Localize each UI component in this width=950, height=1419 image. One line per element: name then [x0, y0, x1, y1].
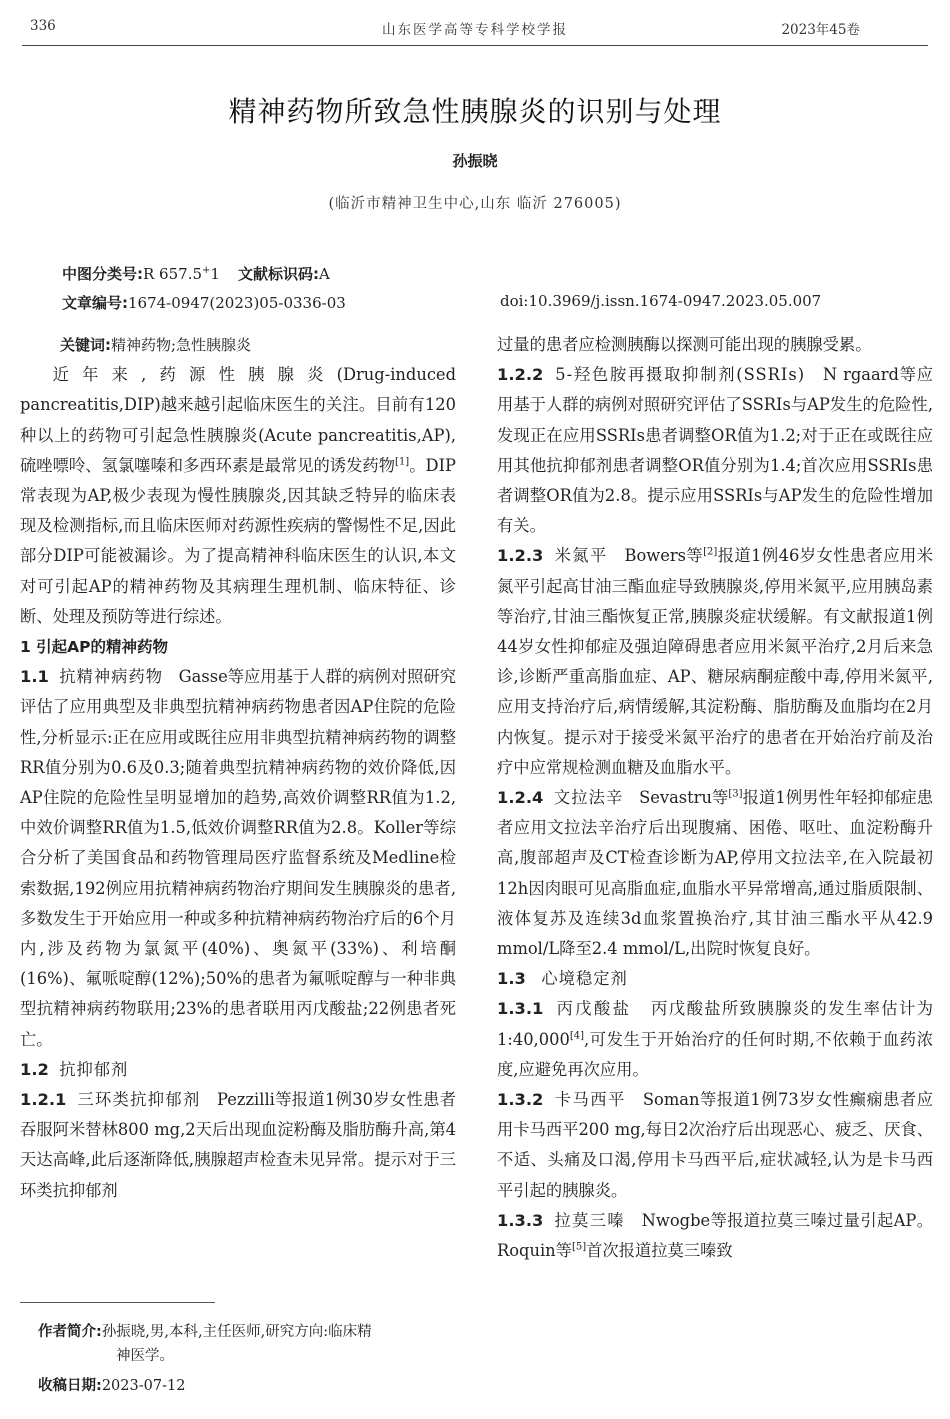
article-title: 精神药物所致急性胰腺炎的识别与处理: [228, 95, 722, 128]
header-rule: [22, 45, 928, 46]
article-number-line: [62, 292, 346, 313]
doc-code-value: A: [318, 265, 330, 283]
bio-label: 作者简介:: [38, 1324, 102, 1340]
left-column: [20, 330, 456, 1206]
bio-continuation: 神医学。: [116, 1348, 174, 1364]
doi[interactable]: doi:10.3969/j.issn.1674-0947.2023.05.007: [500, 292, 822, 310]
clc-value: R 657.5: [143, 265, 203, 283]
section-1-3-2: 1.3.2 卡马西平 Soman等报道1例73岁女性癫痫患者应用卡马西平200 mg,每日2次治疗后出现恶心、疲乏、厌食、不适、头痛及口渴,停用卡马西平后,症状减轻,认为是卡马西平引起的胰腺炎。: [497, 1090, 933, 1200]
section-1-1: 1.1 抗精神病药物 Gasse等应用基于人群的病例对照研究评估了应用典型及非典型抗精神病药物患者因AP住院的危险性,分析显示:正在应用或既往应用非典型抗精神病药物的调整RR值分别为0.6及0.3;随着典型抗精神病药物的效价降低,因AP住院的危险性呈明显增加的趋势,高效价调整RR值为1.2,中效价调整RR值为1.5,低效价调整RR值为2.8。Koller等综合分析了美国食品和药物管理局医疗监督系统及Medline检索数据,192例应用抗精神病药物治疗期间发生胰腺炎的患者,多数发生于开始应用一种或多种抗精神病药物治疗后的6个月内,涉及药物为氯氮平(40%)、奥氮平(33%)、利培酮(16%)、氟哌啶醇(12%);50%的患者为氟哌啶醇与一种非典型抗精神病药物联用;23%的患者联用丙戊酸盐;22例患者死亡。: [20, 667, 456, 1049]
section-1-3-3: 1.3.3 拉莫三嗪 Nwogbe等报道拉莫三嗪过量引起AP。Roquin等[5]首次报道拉莫三嗪致: [497, 1210, 933, 1261]
footnote-rule: [20, 1302, 215, 1303]
section-1-2-4: 1.2.4 文拉法辛 Sevastru等[3]报道1例男性年轻抑郁症患者应用文拉法辛治疗后出现腹痛、困倦、呕吐、血淀粉酶升高,腹部超声及CT检查诊断为AP,停用文拉法辛,在入院最初12h因肉眼可见高脂血症,血脂水平异常增高,通过脂质限制、液体复苏及连续3d血浆置换治疗,其甘油三酯水平从42.9 mmol/L降至2.4 mmol/L,出院时恢复良好。: [497, 788, 933, 959]
volume-info: 2023年45卷: [781, 22, 860, 38]
article-number-label: 文章编号:: [62, 294, 128, 312]
doc-code-label: 文献标识码:: [237, 265, 319, 283]
section-1-3-1: 1.3.1 丙戊酸盐 丙戊酸盐所致胰腺炎的发生率估计为1:40,000[4],可发生于开始治疗的任何时期,不依赖于血药浓度,应避免再次应用。: [497, 999, 933, 1079]
classification-line: [62, 263, 330, 284]
keywords: 关键词:精神药物;急性胰腺炎: [60, 336, 252, 354]
received-label: 收稿日期:: [38, 1378, 102, 1394]
section-1-2-2: 1.2.2 5-羟色胺再摄取抑制剂(SSRIs) N rgaard等应用基于人群的病例对照研究评估了SSRIs与AP发生的危险性,发现正在应用SSRIs患者调整OR值为1.2;对于正在或既往应用其他抗抑郁剂患者调整OR值分别为1.4;首次应用SSRIs患者调整OR值为2.8。提示应用SSRIs与AP发生的危险性增加有关。: [497, 365, 933, 536]
citation-5[interactable]: [5]: [571, 1241, 587, 1253]
section-1-heading: 1 引起AP的精神药物: [20, 638, 169, 657]
section-1-2-heading: 1.2 抗抑郁剂: [20, 1059, 129, 1079]
received-date-footnote: [38, 1374, 185, 1398]
citation-1[interactable]: [1]: [395, 456, 410, 468]
section-1-2-1: 1.2.1 三环类抗抑郁剂 Pezzilli等报道1例30岁女性患者吞服阿米替林800 mg,2天后出现血淀粉酶及脂肪酶升高,第4天达高峰,此后逐渐降低,胰腺超声检查未见异常。提示对于三环类抗抑郁剂: [20, 1090, 456, 1200]
received-value: 2023-07-12: [101, 1378, 186, 1394]
section-1-3-heading: 1.3 心境稳定剂: [497, 969, 628, 989]
page-number: 336: [30, 18, 56, 34]
clc-label: 中图分类号:: [62, 265, 143, 283]
clc-superscript: +: [202, 265, 211, 276]
continued-paragraph: 过量的患者应检测胰酶以探测可能出现的胰腺受累。: [497, 335, 872, 354]
author-name: 孙振晓: [452, 152, 498, 170]
bio-text: 孙振晓,男,本科,主任医师,研究方向:临床精: [101, 1324, 372, 1340]
author-bio-footnote: [38, 1320, 458, 1368]
clc-tail: 1: [210, 265, 220, 283]
section-1-2-3: 1.2.3 米氮平 Bowers等[2]报道1例46岁女性患者应用米氮平引起高甘油三酯血症导致胰腺炎,停用米氮平,应用胰岛素等治疗,甘油三酯恢复正常,胰腺炎症状缓解。有文献报道1例44岁女性抑郁症及强迫障碍患者应用米氮平治疗,2月后来急诊,诊断严重高脂血症、AP、糖尿病酮症酸中毒,停用米氮平,应用支持治疗后,病情缓解,其淀粉酶、脂肪酶及血脂均在2月内恢复。提示对于接受米氮平治疗的患者在开始治疗前及治疗中应常规检测血糖及血脂水平。: [497, 546, 933, 777]
citation-3[interactable]: [3]: [728, 788, 743, 800]
citation-2[interactable]: [2]: [703, 547, 718, 558]
right-column: [497, 330, 933, 1266]
journal-name: 山东医学高等专科学校学报: [382, 22, 568, 38]
affiliation: (临沂市精神卫生中心,山东 临沂 276005): [328, 196, 622, 212]
article-number-value: 1674-0947(2023)05-0336-03: [128, 294, 346, 312]
running-header: [30, 18, 920, 42]
intro-paragraph: 近年来,药源性胰腺炎(Drug-induced pancreatitis,DIP)越来越引起临床医生的关注。目前有120种以上的药物可引起急性胰腺炎(Acute pancreatitis,AP),硫唑嘌呤、氢氯噻嗪和多西环素是最常见的诱发药物[1]。DIP常表现为AP,极少表现为慢性胰腺炎,因其缺乏特异的临床表现及检测指标,而且临床医师对药源性疾病的警惕性不足,因此部分DIP可能被漏诊。为了提高精神科临床医生的认识,本文对可引起AP的精神药物及其病理生理机制、临床特征、诊断、处理及预防等进行综述。: [20, 365, 456, 626]
citation-4[interactable]: [4]: [569, 1030, 584, 1042]
